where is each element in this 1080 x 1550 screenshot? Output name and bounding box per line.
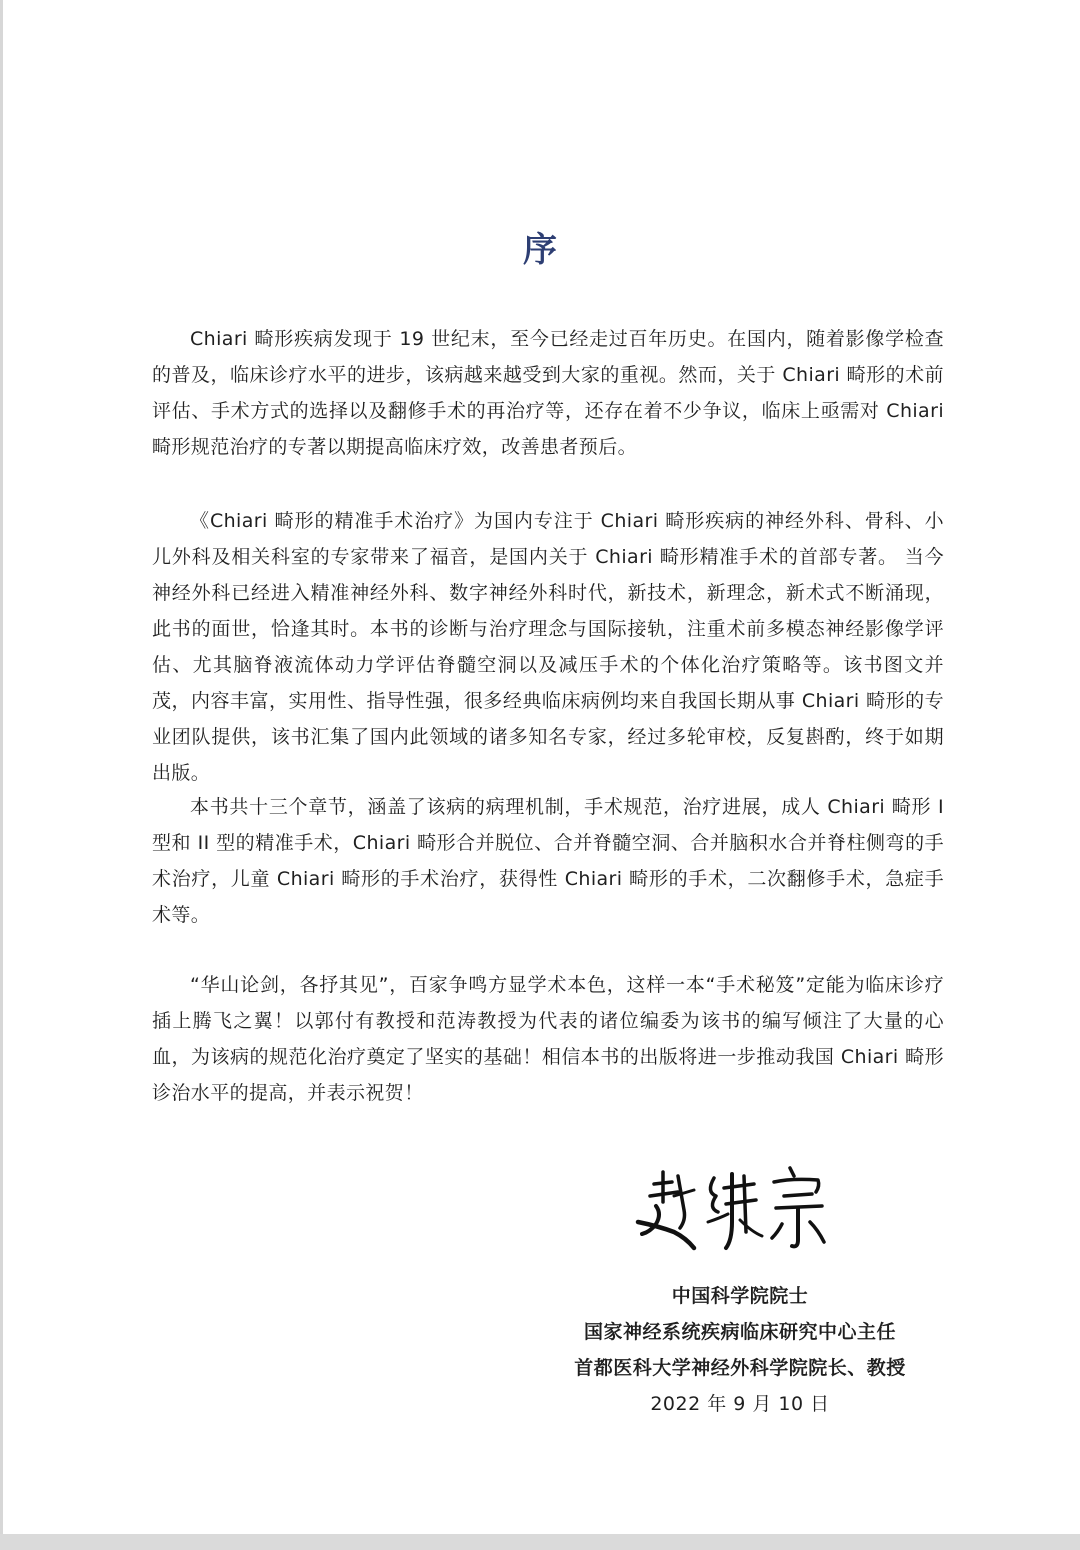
page-bottom-edge xyxy=(0,1534,1080,1550)
paragraph-1: Chiari 畸形疾病发现于 19 世纪末，至今已经走过百年历史。在国内，随着影像学检查的普及，临床诊疗水平的进步，该病越来越受到大家的重视。然而，关于 Chiari 畸形的术前评估、手术方式的选择以及翻修手术的再治疗等，还存在着不少争议，临床上亟需对 Chiari 畸形规范治疗的专著以期提高临床疗效，改善患者预后。 xyxy=(152,328,944,458)
signature-date: 2022 年 9 月 10 日 xyxy=(650,1393,830,1415)
affiliation-university: 首都医科大学神经外科学院院长、教授 xyxy=(574,1357,906,1379)
paragraph-3: 本书共十三个章节，涵盖了该病的病理机制，手术规范，治疗进展，成人 Chiari 畸形 I 型和 II 型的精准手术，Chiari 畸形合并脱位、合并脊髓空洞、合并脑积水合并脊柱侧弯的手术治疗，儿童 Chiari 畸形的手术治疗，获得性 Chiari 畸形的手术，二次翻修手术，急症手术等。 xyxy=(152,796,944,926)
paragraph-4: “华山论剑，各抒其见”，百家争鸣方显学术本色，这样一本“手术秘笈”定能为临床诊疗插上腾飞之翼！以郭付有教授和范涛教授为代表的诸位编委为该书的编写倾注了大量的心血，为该病的规范化治疗奠定了坚实的基础！相信本书的出版将进一步推动我国 Chiari 畸形诊治水平的提高，并表示祝贺！ xyxy=(152,974,945,1104)
signature-block xyxy=(530,1278,950,1422)
preface-title: 序 xyxy=(523,230,557,270)
paragraph-2: 《Chiari 畸形的精准手术治疗》为国内专注于 Chiari 畸形疾病的神经外科、骨科、小儿外科及相关科室的专家带来了福音，是国内关于 Chiari 畸形精准手术的首部专著。 当今神经外科已经进入精准神经外科、数字神经外科时代，新技术，新理念，新术式不断涌现，此书的面世，恰逢其时。本书的诊断与治疗理念与国际接轨，注重术前多模态神经影像学评估、尤其脑脊液流体动力学评估脊髓空洞以及减压手术的个体化治疗策略等。该书图文并茂，内容丰富，实用性、指导性强，很多经典临床病例均来自我国长期从事 Chiari 畸形的专业团队提供，该书汇集了国内此领域的诸多知名专家，经过多轮审校，反复斟酌，终于如期出版。 xyxy=(152,510,944,784)
handwritten-signature xyxy=(632,1162,832,1262)
affiliation-academician: 中国科学院院士 xyxy=(671,1285,809,1307)
affiliation-research-center: 国家神经系统疾病临床研究中心主任 xyxy=(583,1321,896,1343)
